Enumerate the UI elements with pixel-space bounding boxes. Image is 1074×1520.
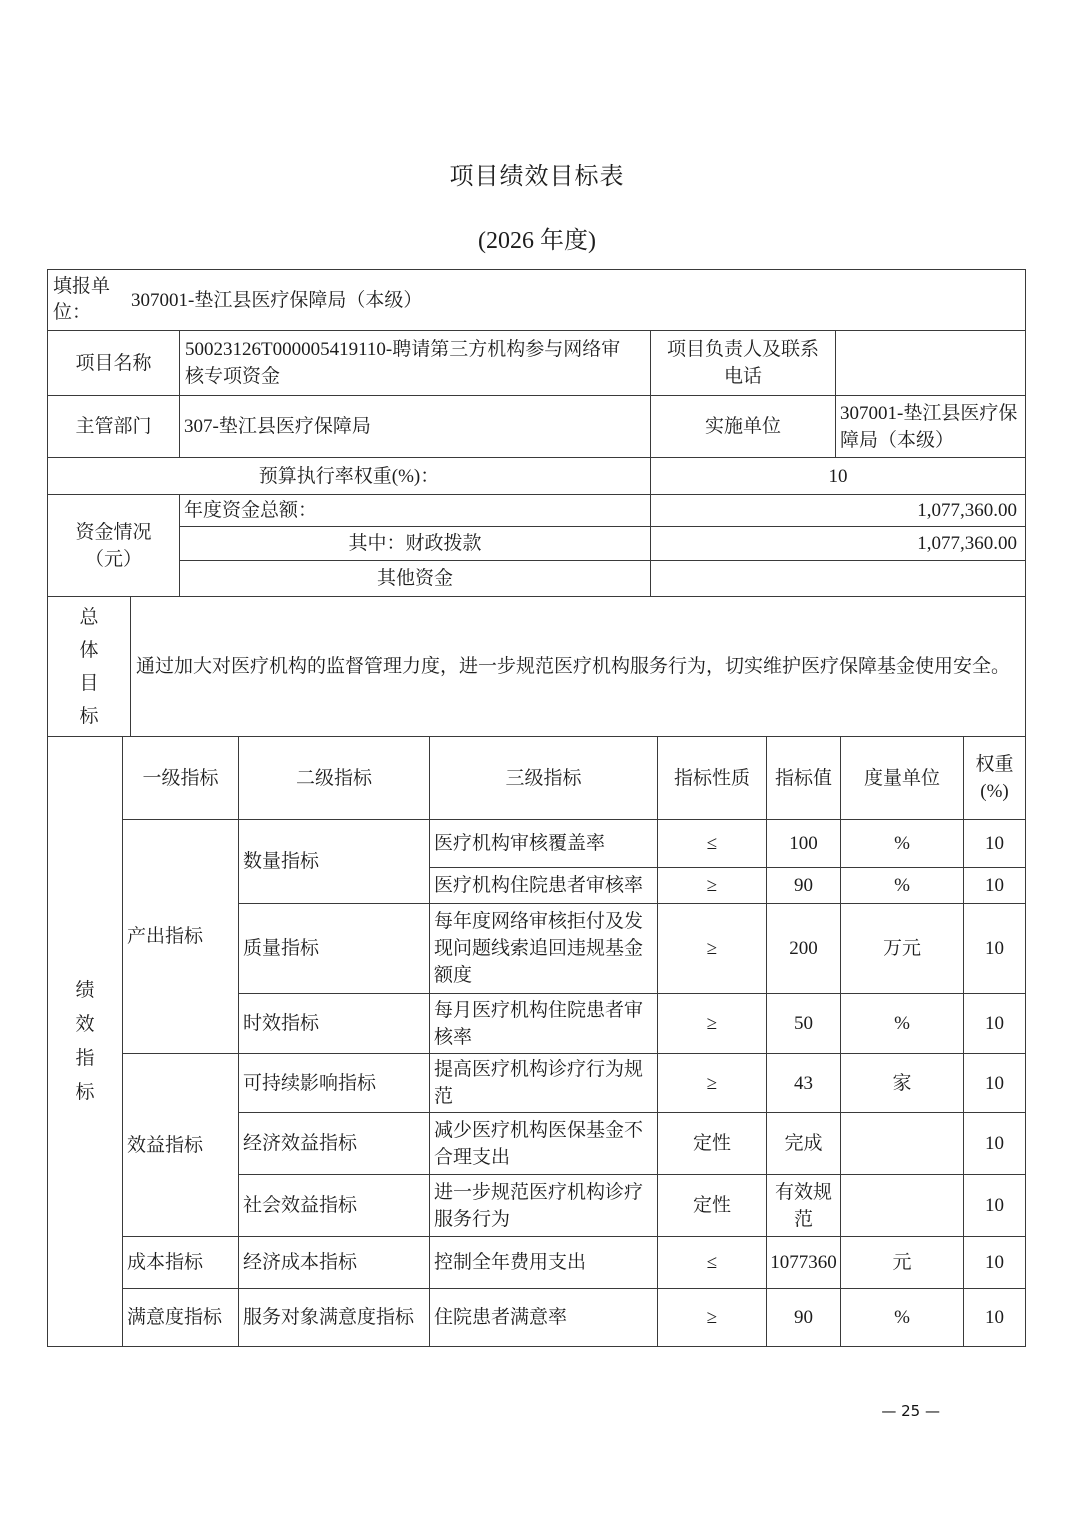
nature-cell: ≥ [658,1054,767,1113]
header-weight-line1: 权重 [975,754,1014,775]
value-cell: 90 [767,868,841,904]
weight-cell: 10 [964,1289,1026,1347]
header-nature: 指标性质 [658,737,767,820]
overall-goal-row [48,597,1026,737]
weight-cell: 10 [964,904,1026,994]
department-label: 主管部门 [48,396,180,458]
l2-cell: 时效指标 [239,994,430,1054]
unit-cell [841,1175,964,1237]
header-unit: 度量单位 [841,737,964,820]
document-title: 项目绩效目标表 [449,164,625,190]
fill-unit-label: 填报单位： [53,276,111,323]
department-value: 307-垫江县医疗保障局 [180,396,651,458]
header-l2: 二级指标 [239,737,430,820]
weight-cell: 10 [964,1113,1026,1175]
funding-other-label: 其他资金 [180,561,651,597]
fill-unit-value: 307001-垫江县医疗保障局（本级） [131,289,423,311]
project-name-row [48,331,1026,396]
l2-cell: 服务对象满意度指标 [239,1289,430,1347]
unit-cell: % [841,1289,964,1347]
unit-cell: % [841,868,964,904]
funding-label-line1: 资金情况 [75,521,152,543]
fill-unit-row [48,270,1026,331]
funding-fiscal-row [48,527,1026,561]
nature-cell: 定性 [658,1113,767,1175]
nature-cell: ≥ [658,1289,767,1347]
l1-cell: 效益指标 [123,1054,239,1237]
l1-cell: 成本指标 [123,1237,239,1289]
weight-cell: 10 [964,1054,1026,1113]
weight-cell: 10 [964,820,1026,868]
l3-cell: 住院患者满意率 [430,1289,658,1347]
indicator-row [48,1054,1026,1113]
value-cell: 90 [767,1289,841,1347]
nature-cell: ≥ [658,904,767,994]
value-cell: 100 [767,820,841,868]
l3-cell: 医疗机构审核覆盖率 [430,820,658,868]
nature-cell: ≤ [658,820,767,868]
value-cell: 有效规范 [767,1175,841,1237]
budget-weight-label: 预算执行率权重(%)： [48,458,651,495]
funding-total-label: 年度资金总额： [180,495,651,527]
nature-cell: ≥ [658,868,767,904]
funding-fiscal-label: 其中：财政拨款 [180,527,651,561]
l2-cell: 经济成本指标 [239,1237,430,1289]
l3-cell: 进一步规范医疗机构诊疗服务行为 [430,1175,658,1237]
weight-cell: 10 [964,1237,1026,1289]
indicators-header-row [48,737,1026,820]
value-cell: 200 [767,904,841,994]
unit-cell: % [841,994,964,1054]
unit-cell: 家 [841,1054,964,1113]
page-number: — 25 — [881,1402,940,1420]
impl-unit-label: 实施单位 [651,396,836,458]
funding-section-label [48,495,180,597]
impl-unit-value: 307001-垫江县医疗保障局（本级） [836,396,1026,458]
header-weight-line2: (%) [980,781,1009,802]
project-name-value: 50023126T000005419110-聘请第三方机构参与网络审核专项资金 [180,331,651,396]
l2-cell: 社会效益指标 [239,1175,430,1237]
project-leader-label: 项目负责人及联系电话 [651,331,836,396]
weight-cell: 10 [964,868,1026,904]
indicator-row [48,1237,1026,1289]
project-name-label: 项目名称 [48,331,180,396]
budget-weight-value: 10 [651,458,1026,495]
l2-cell: 可持续影响指标 [239,1054,430,1113]
budget-weight-row [48,458,1026,495]
l3-cell: 减少医疗机构医保基金不合理支出 [430,1113,658,1175]
overall-goal-label-cell [48,597,131,737]
indicators-side-label: 绩效指标 [75,979,95,1103]
weight-cell: 10 [964,994,1026,1054]
unit-cell [841,1113,964,1175]
header-l1: 一级指标 [123,737,239,820]
overall-goal-text: 通过加大对医疗机构的监督管理力度，进一步规范医疗机构服务行为，切实维护医疗保障基金使用安全。 [131,597,1026,737]
unit-cell: 元 [841,1237,964,1289]
indicators-table [47,736,1026,1347]
value-cell: 1077360 [767,1237,841,1289]
project-leader-value [836,331,1026,396]
document-subtitle: (2026 年度) [478,228,596,254]
value-cell: 完成 [767,1113,841,1175]
header-l3: 三级指标 [430,737,658,820]
l3-cell: 提高医疗机构诊疗行为规范 [430,1054,658,1113]
indicators-side-label-cell [48,737,123,1347]
l3-cell: 每月医疗机构住院患者审核率 [430,994,658,1054]
l2-cell: 经济效益指标 [239,1113,430,1175]
header-value: 指标值 [767,737,841,820]
l3-cell: 医疗机构住院患者审核率 [430,868,658,904]
funding-fiscal-value: 1,077,360.00 [651,527,1026,561]
l1-cell: 满意度指标 [123,1289,239,1347]
value-cell: 50 [767,994,841,1054]
header-weight [964,737,1026,820]
indicator-row [48,1289,1026,1347]
overall-goal-table [47,596,1026,737]
funding-label-line2: （元） [84,548,142,570]
l1-cell: 产出指标 [123,820,239,1054]
nature-cell: ≤ [658,1237,767,1289]
l2-cell: 数量指标 [239,820,430,904]
l2-cell: 质量指标 [239,904,430,994]
l3-cell: 控制全年费用支出 [430,1237,658,1289]
nature-cell: ≥ [658,994,767,1054]
value-cell: 43 [767,1054,841,1113]
funding-total-row [48,495,1026,527]
indicator-row [48,820,1026,868]
unit-cell: 万元 [841,904,964,994]
funding-other-row [48,561,1026,597]
department-row [48,396,1026,458]
funding-total-value: 1,077,360.00 [651,495,1026,527]
weight-cell: 10 [964,1175,1026,1237]
unit-cell: % [841,820,964,868]
project-info-table [47,269,1026,597]
nature-cell: 定性 [658,1175,767,1237]
funding-other-value [651,561,1026,597]
fill-unit-cell [48,270,1026,331]
l3-cell: 每年度网络审核拒付及发现问题线索追回违规基金额度 [430,904,658,994]
overall-goal-label: 总体目标 [79,606,99,727]
